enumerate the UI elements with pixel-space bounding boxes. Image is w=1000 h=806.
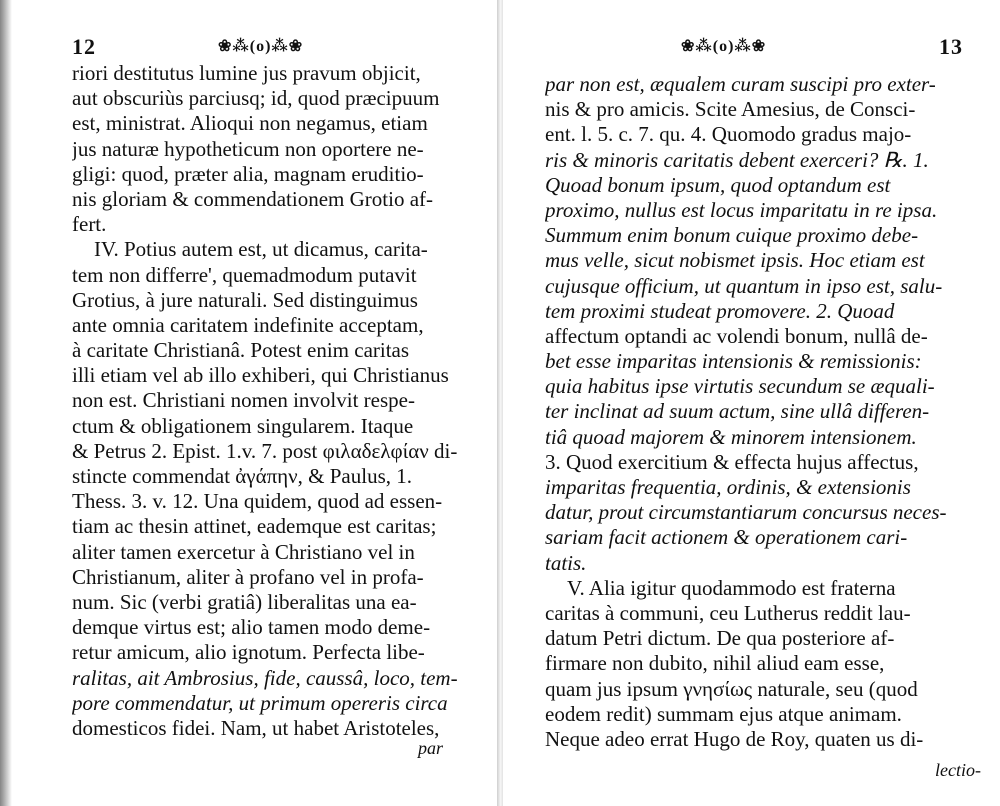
left-page-text [72, 61, 460, 741]
text-line: tem non differre', quemadmodum putavit [72, 262, 417, 287]
text-line: aut obscuriùs parciusq; id, quod præcipuum [72, 86, 440, 111]
text-line: aliter tamen exercetur à Christiano vel in [72, 539, 415, 564]
text-line: pore commendatur, ut primum opereris circa [72, 690, 448, 715]
left-catchword: par [418, 738, 444, 758]
text-line: nis & pro amicis. Scite Amesius, de Consci- [545, 97, 916, 122]
left-page [0, 0, 497, 806]
text-line: 3. Quod exercitium & effecta hujus affectus, [545, 449, 919, 474]
text-line: cujusque officium, ut quantum in ipso est, salu- [545, 273, 943, 298]
left-page-number: 12 [72, 34, 96, 59]
text-line: & Petrus 2. Epist. 1.v. 7. post φιλαδελφίαν di- [72, 438, 458, 463]
text-line: sariam facit actionem & operationem cari- [545, 525, 908, 550]
text-line: jus naturæ hypotheticum non oportere ne- [72, 136, 424, 161]
text-line: à caritate Christianâ. Potest enim caritas [72, 338, 410, 363]
text-line: Grotius, à jure naturali. Sed distinguimus [72, 287, 418, 312]
text-line: tiâ quoad majorem & minorem intensionem. [545, 424, 917, 449]
text-line: tiam ac thesin attinet, eademque est caritas; [72, 514, 437, 539]
text-line: tatis. [545, 550, 587, 575]
right-header-ornament: ❀⁂(o)⁂❀ [681, 38, 767, 55]
text-line: firmare non dubito, nihil aliud eam esse, [545, 651, 885, 676]
text-line: datum Petri dictum. De qua posteriore af- [545, 626, 895, 651]
text-line: eodem redit) summam ejus atque animam. [545, 701, 902, 726]
text-line: est, ministrat. Alioqui non negamus, etiam [72, 111, 428, 136]
text-line: Summum enim bonum cuique proximo debe- [545, 223, 919, 248]
left-scan-edge [0, 0, 22, 806]
text-line: num. Sic (verbi gratiâ) liberalitas una ea- [72, 589, 417, 614]
text-line: ante omnia caritatem indefinite acceptam, [72, 312, 424, 337]
left-page-header [68, 34, 466, 62]
text-line: Christianum, aliter à profano vel in profa- [72, 564, 424, 589]
text-line: caritas à communi, ceu Lutherus reddit lau- [545, 600, 911, 625]
right-page-header [543, 34, 963, 62]
text-line: riori destitutus lumine jus pravum objicit, [72, 61, 421, 85]
right-page [503, 0, 1000, 806]
text-line: IV. Potius autem est, ut dicamus, carita- [94, 237, 428, 262]
text-line: non est. Christiani nomen involvit respe- [72, 388, 415, 413]
right-page-number: 13 [939, 34, 963, 59]
text-line: tem proximi studeat promovere. 2. Quoad [545, 298, 895, 323]
text-line: proximo, nullus est locus imparitatu in re ipsa. [545, 197, 938, 222]
text-line: affectum optandi ac volendi bonum, nullâ de- [545, 323, 928, 348]
text-line: Quoad bonum ipsum, quod optandum est [545, 172, 891, 197]
text-line: quia habitus ipse virtutis secundum se æquali- [545, 374, 935, 399]
text-line: quam jus ipsum γνησίως naturale, seu (quod [545, 676, 918, 701]
text-line: nis gloriam & commendationem Grotio af- [72, 186, 433, 211]
text-line: gligi: quod, præter alia, magnam eruditio- [72, 161, 424, 186]
text-line: mus velle, sicut nobismet ipsis. Hoc etiam est [545, 248, 925, 273]
text-line: domesticos fidei. Nam, ut habet Aristoteles, [72, 715, 440, 740]
text-line: bet esse imparitas intensionis & remissionis: [545, 349, 922, 374]
text-line: ralitas, ait Ambrosius, fide, caussâ, loco, tem- [72, 665, 458, 690]
right-catchword: lectio- [935, 760, 981, 780]
text-line: ris & minoris caritatis debent exerceri? ℞. 1. [545, 147, 929, 172]
text-line: fert. [72, 212, 107, 237]
text-line: stincte commendat ἀγάπην, & Paulus, 1. [72, 464, 412, 488]
right-page-text [545, 72, 965, 752]
text-line: par non est, æqualem curam suscipi pro exter- [545, 72, 936, 96]
text-line: imparitas frequentia, ordinis, & extensionis [545, 475, 911, 499]
text-line: illi etiam vel ab illo exhiberi, qui Christianus [72, 363, 449, 388]
text-line: Neque adeo errat Hugo de Roy, quaten us di- [545, 726, 924, 751]
text-line: demque virtus est; alio tamen modo deme- [72, 615, 431, 640]
text-line: Thess. 3. v. 12. Una quidem, quod ad essen- [72, 489, 443, 514]
text-line: ctum & obligationem singularem. Itaque [72, 413, 414, 438]
text-line: ent. l. 5. c. 7. qu. 4. Quomodo gradus majo- [545, 122, 912, 147]
left-header-ornament: ❀⁂(o)⁂❀ [218, 38, 304, 55]
text-line: V. Alia igitur quodammodo est fraterna [567, 575, 896, 600]
text-line: retur amicum, alio ignotum. Perfecta libe- [72, 640, 425, 665]
text-line: datur, prout circumstantiarum concursus neces- [545, 500, 947, 525]
text-line: ter inclinat ad suum actum, sine ullâ differen- [545, 399, 930, 424]
